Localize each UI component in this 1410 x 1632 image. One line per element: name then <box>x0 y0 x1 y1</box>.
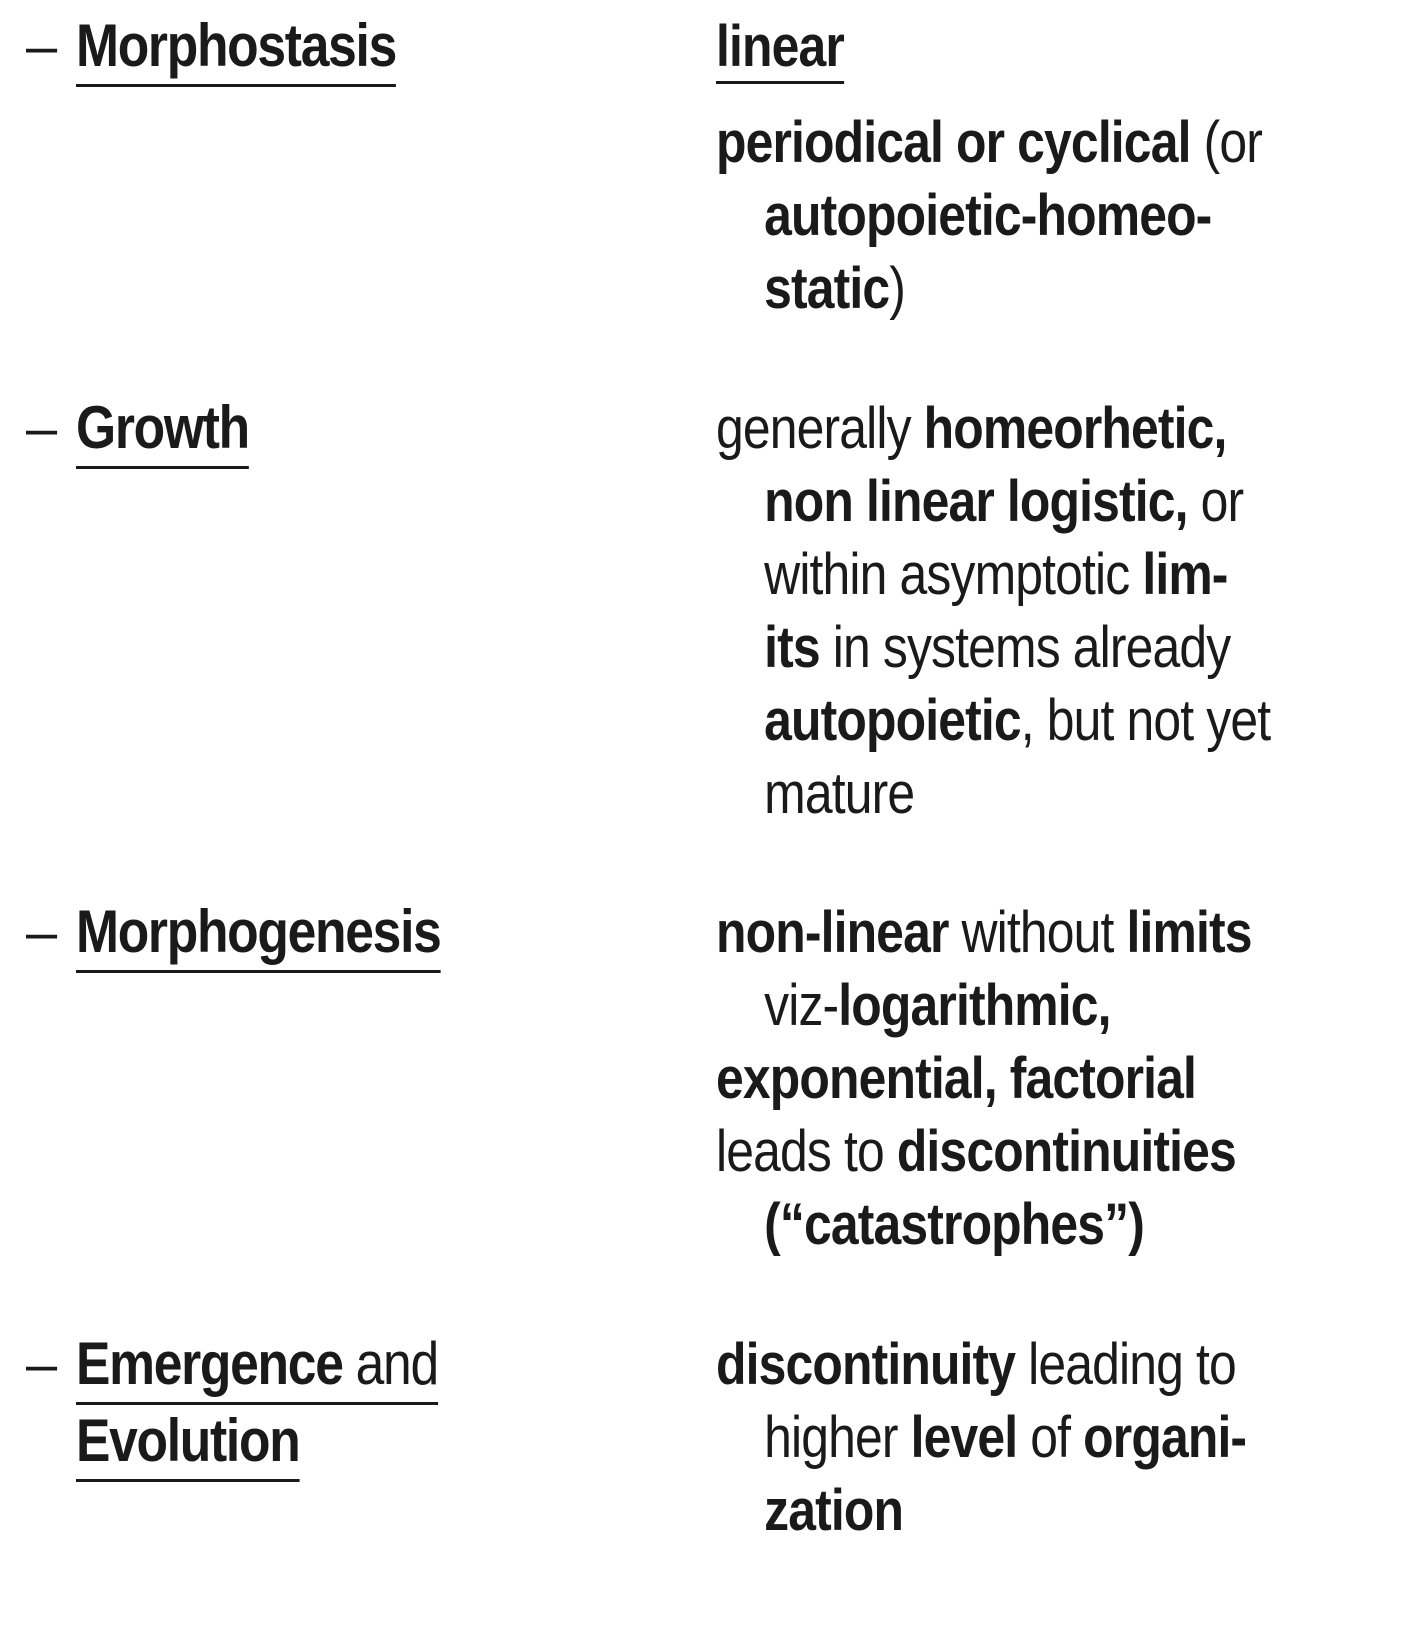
term-growth: Growth <box>76 392 249 469</box>
dash-bullet: – <box>26 900 57 963</box>
description-morphostasis: linear periodical or cyclical (or autopoietic-homeo- static) <box>716 14 1262 321</box>
dash-bullet: – <box>26 396 57 459</box>
dash-bullet: – <box>26 1332 57 1395</box>
description-growth: generally homeorhetic, non linear logistic, or within asymptotic lim- its in systems already autopoietic, but not yet mature <box>716 396 1271 826</box>
description-emergence-evolution: discontinuity leading to higher level of organi- zation <box>716 1332 1247 1543</box>
term-emergence-evolution: Emergence and Evolution <box>76 1328 438 1482</box>
term-morphogenesis: Morphogenesis <box>76 896 441 973</box>
dash-bullet: – <box>26 14 57 77</box>
term-morphostasis: Morphostasis <box>76 10 396 87</box>
description-morphogenesis: non-linear without limits viz-logarithmic, exponential, factorial leads to discontinuities (“catastrophes”) <box>716 900 1252 1257</box>
